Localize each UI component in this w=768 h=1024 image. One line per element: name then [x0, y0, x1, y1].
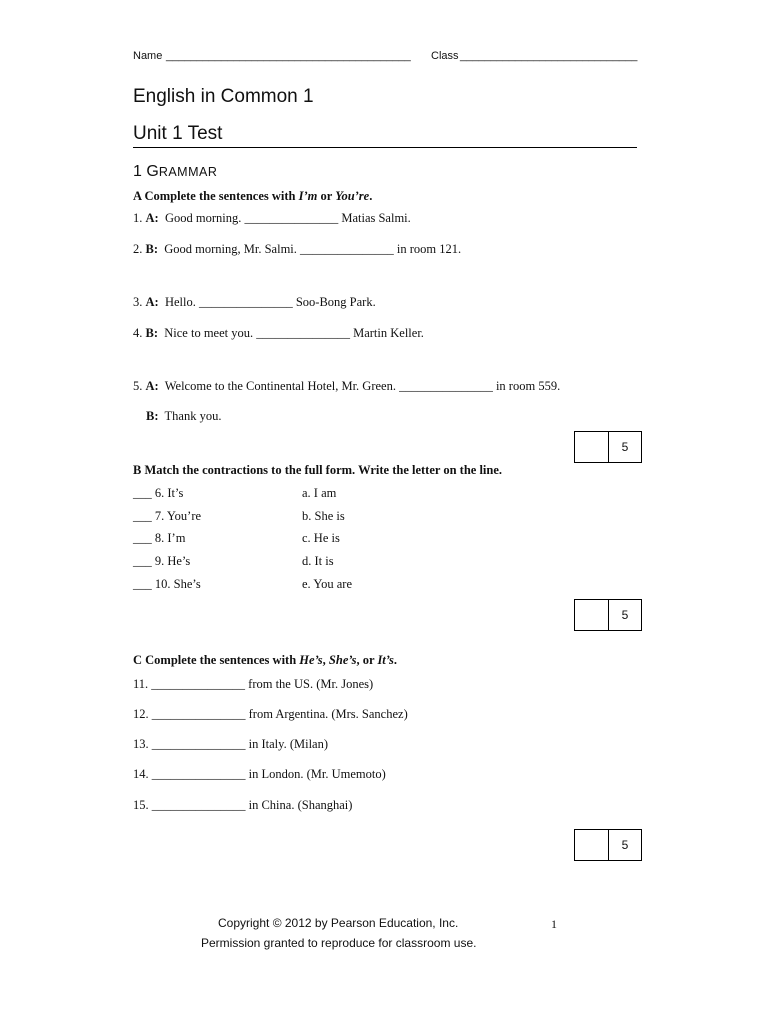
section-number: 1 [133, 163, 142, 180]
part-c-instruction [133, 653, 397, 668]
speaker: B: [146, 409, 159, 423]
option-youre: You’re [335, 189, 370, 203]
question-text: Nice to meet you. _______________ Martin Keller. [164, 326, 424, 340]
copyright-notice: Copyright © 2012 by Pearson Education, Inc. [218, 916, 459, 930]
reply-text: Thank you. [164, 409, 222, 423]
question-number: 2. [133, 242, 143, 256]
instruction-or: or [317, 189, 336, 203]
score-box-b [574, 599, 642, 631]
section-name-rest: RAMMAR [158, 165, 218, 179]
page-number: 1 [551, 917, 557, 931]
permission-notice: Permission granted to reproduce for classroom use. [201, 936, 477, 950]
option-shes: She’s [328, 653, 357, 667]
name-label: Name [133, 50, 163, 62]
match-item-7[interactable]: ___ 7. You’re [133, 509, 202, 523]
question-text: Hello. _______________ Soo-Bong Park. [164, 295, 376, 309]
option-its: It’s [377, 653, 394, 667]
match-item-8[interactable]: ___ 8. I’m [133, 531, 186, 545]
title-rule [133, 147, 637, 148]
question-1[interactable] [133, 211, 411, 226]
class-field[interactable]: _____________________________ [460, 50, 638, 62]
instruction-text: C Complete the sentences with [133, 653, 300, 667]
speaker: B: [145, 242, 158, 256]
match-option-e: e. You are [302, 577, 352, 591]
instruction-text: A Complete the sentences with [133, 189, 299, 203]
score-box-a [574, 431, 642, 463]
option-hes: He’s [299, 653, 323, 667]
section-name-initial: G [146, 163, 159, 180]
match-option-d: d. It is [302, 554, 334, 568]
question-4[interactable] [133, 326, 424, 341]
score-box-c [574, 829, 642, 861]
question-number: 1. [133, 211, 143, 225]
score-max: 5 [621, 838, 629, 852]
part-a-instruction [133, 189, 372, 204]
question-number: 3. [133, 295, 143, 309]
instruction-sep: , or [356, 653, 378, 667]
question-number: 5. [133, 379, 143, 393]
section-heading [133, 163, 217, 181]
part-b-instruction: B Match the contractions to the full form. Write the letter on the line. [133, 463, 503, 477]
match-option-b: b. She is [302, 509, 345, 523]
score-entry[interactable] [575, 600, 609, 630]
question-text: Good morning. _______________ Matias Salmi. [164, 211, 411, 225]
match-option-a: a. I am [302, 486, 337, 500]
question-text: Welcome to the Continental Hotel, Mr. Green. _______________ in room 559. [164, 379, 561, 393]
question-text: Good morning, Mr. Salmi. _______________ in room 121. [164, 242, 462, 256]
question-3[interactable] [133, 295, 376, 310]
option-im: I’m [298, 189, 318, 203]
score-entry[interactable] [575, 830, 609, 860]
speaker: A: [145, 211, 159, 225]
speaker: B: [145, 326, 158, 340]
question-5[interactable] [133, 379, 560, 394]
question-14[interactable]: 14. _______________ in London. (Mr. Umemoto) [133, 767, 386, 781]
name-field[interactable]: ________________________________________ [166, 50, 411, 62]
score-max: 5 [621, 440, 629, 454]
instruction-end: . [369, 189, 373, 203]
unit-title: Unit 1 Test [133, 123, 223, 144]
class-label: Class [431, 50, 459, 62]
score-max: 5 [621, 608, 629, 622]
score-entry[interactable] [575, 432, 609, 462]
question-15[interactable]: 15. _______________ in China. (Shanghai) [133, 798, 353, 812]
match-option-c: c. He is [302, 531, 340, 545]
match-item-9[interactable]: ___ 9. He’s [133, 554, 191, 568]
match-item-6[interactable]: ___ 6. It’s [133, 486, 184, 500]
speaker: A: [145, 379, 159, 393]
question-12[interactable]: 12. _______________ from Argentina. (Mrs. Sanchez) [133, 707, 408, 721]
question-11[interactable]: 11. _______________ from the US. (Mr. Jones) [133, 677, 374, 691]
match-item-10[interactable]: ___ 10. She’s [133, 577, 201, 591]
instruction-end: . [393, 653, 397, 667]
question-5-reply [146, 409, 221, 424]
question-13[interactable]: 13. _______________ in Italy. (Milan) [133, 737, 329, 751]
instruction-sep: , [322, 653, 329, 667]
question-2[interactable] [133, 242, 461, 257]
document-title: English in Common 1 [133, 86, 314, 107]
question-number: 4. [133, 326, 143, 340]
speaker: A: [145, 295, 159, 309]
